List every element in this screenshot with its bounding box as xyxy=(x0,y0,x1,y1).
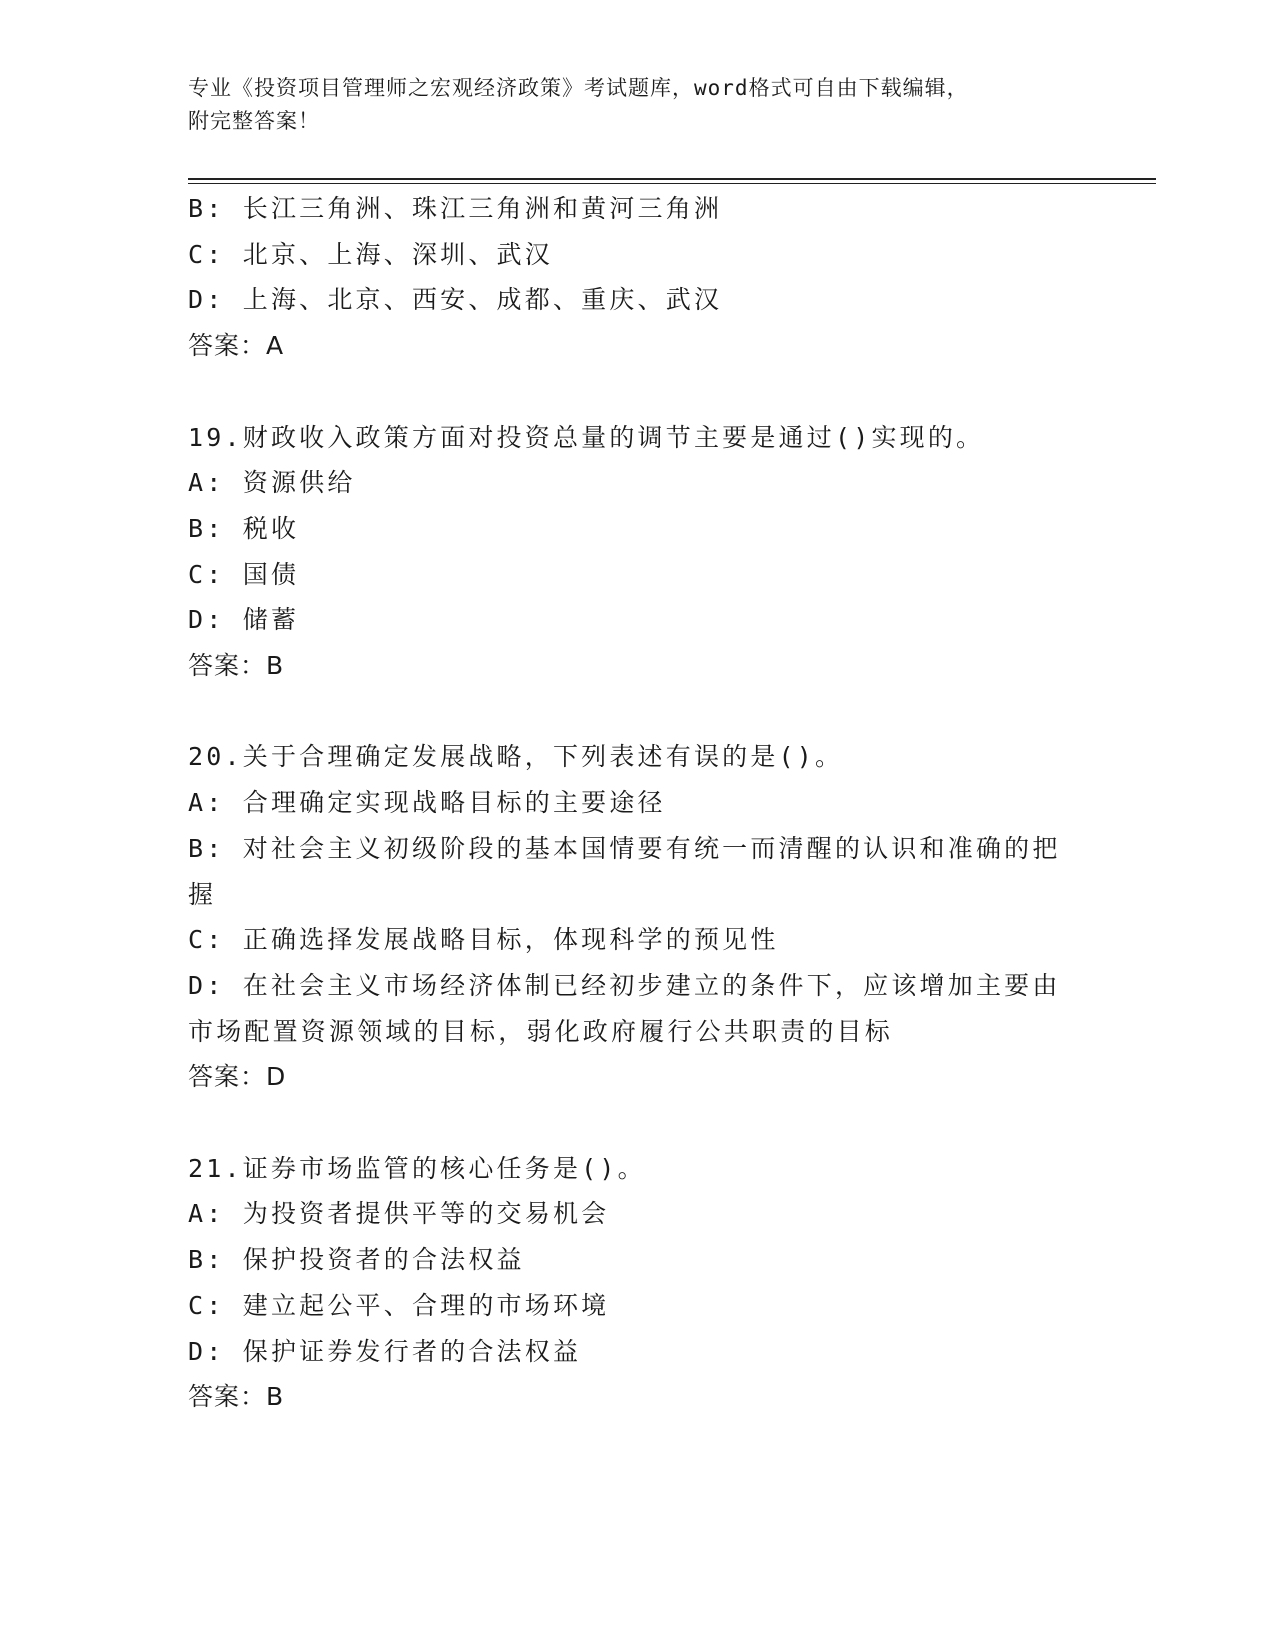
option-a: A: 资源供给 xyxy=(188,468,356,498)
option-d: D: 在社会主义市场经济体制已经初步建立的条件下，应该增加主要由 xyxy=(188,970,1061,1000)
option-c: C: 建立起公平、合理的市场环境 xyxy=(188,1290,610,1320)
answer-line: 答案：D xyxy=(188,1062,287,1092)
question-block-18 xyxy=(188,186,1088,369)
header-line-1: 专业《投资项目管理师之宏观经济政策》考试题库，word格式可自由下载编辑， xyxy=(188,76,969,100)
question-stem: 21.证券市场监管的核心任务是()。 xyxy=(188,1153,646,1183)
header-divider-thick xyxy=(188,178,1156,180)
header-line-2: 附完整答案！ xyxy=(188,109,320,133)
question-stem: 20.关于合理确定发展战略，下列表述有误的是()。 xyxy=(188,742,844,772)
option-c: C: 正确选择发展战略目标，体现科学的预见性 xyxy=(188,925,779,955)
question-block-20 xyxy=(188,734,1088,1100)
answer-line: 答案：A xyxy=(188,331,285,361)
option-b: B: 税收 xyxy=(188,513,300,543)
option-c: C: 北京、上海、深圳、武汉 xyxy=(188,239,553,269)
option-d: D: 保护证券发行者的合法权益 xyxy=(188,1336,582,1366)
answer-line: 答案：B xyxy=(188,1382,285,1412)
option-a: A: 合理确定实现战略目标的主要途径 xyxy=(188,788,666,818)
question-block-21 xyxy=(188,1146,1088,1420)
option-b: B: 对社会主义初级阶段的基本国情要有统一而清醒的认识和准确的把 xyxy=(188,833,1061,863)
question-list xyxy=(188,186,1088,1420)
option-d: D: 储蓄 xyxy=(188,605,300,635)
answer-line: 答案：B xyxy=(188,651,285,681)
option-b-continued: 握 xyxy=(188,879,217,909)
document-header xyxy=(188,72,1068,138)
option-a: A: 为投资者提供平等的交易机会 xyxy=(188,1199,610,1229)
header-divider-thin xyxy=(188,183,1156,184)
option-b: B: 保护投资者的合法权益 xyxy=(188,1245,525,1275)
option-c: C: 国债 xyxy=(188,559,300,589)
option-b: B: 长江三角洲、珠江三角洲和黄河三角洲 xyxy=(188,194,723,223)
option-d: D: 上海、北京、西安、成都、重庆、武汉 xyxy=(188,285,723,315)
question-stem: 19.财政收入政策方面对投资总量的调节主要是通过()实现的。 xyxy=(188,422,985,452)
question-block-19 xyxy=(188,415,1088,689)
option-d-continued: 市场配置资源领域的目标，弱化政府履行公共职责的目标 xyxy=(188,1016,894,1046)
